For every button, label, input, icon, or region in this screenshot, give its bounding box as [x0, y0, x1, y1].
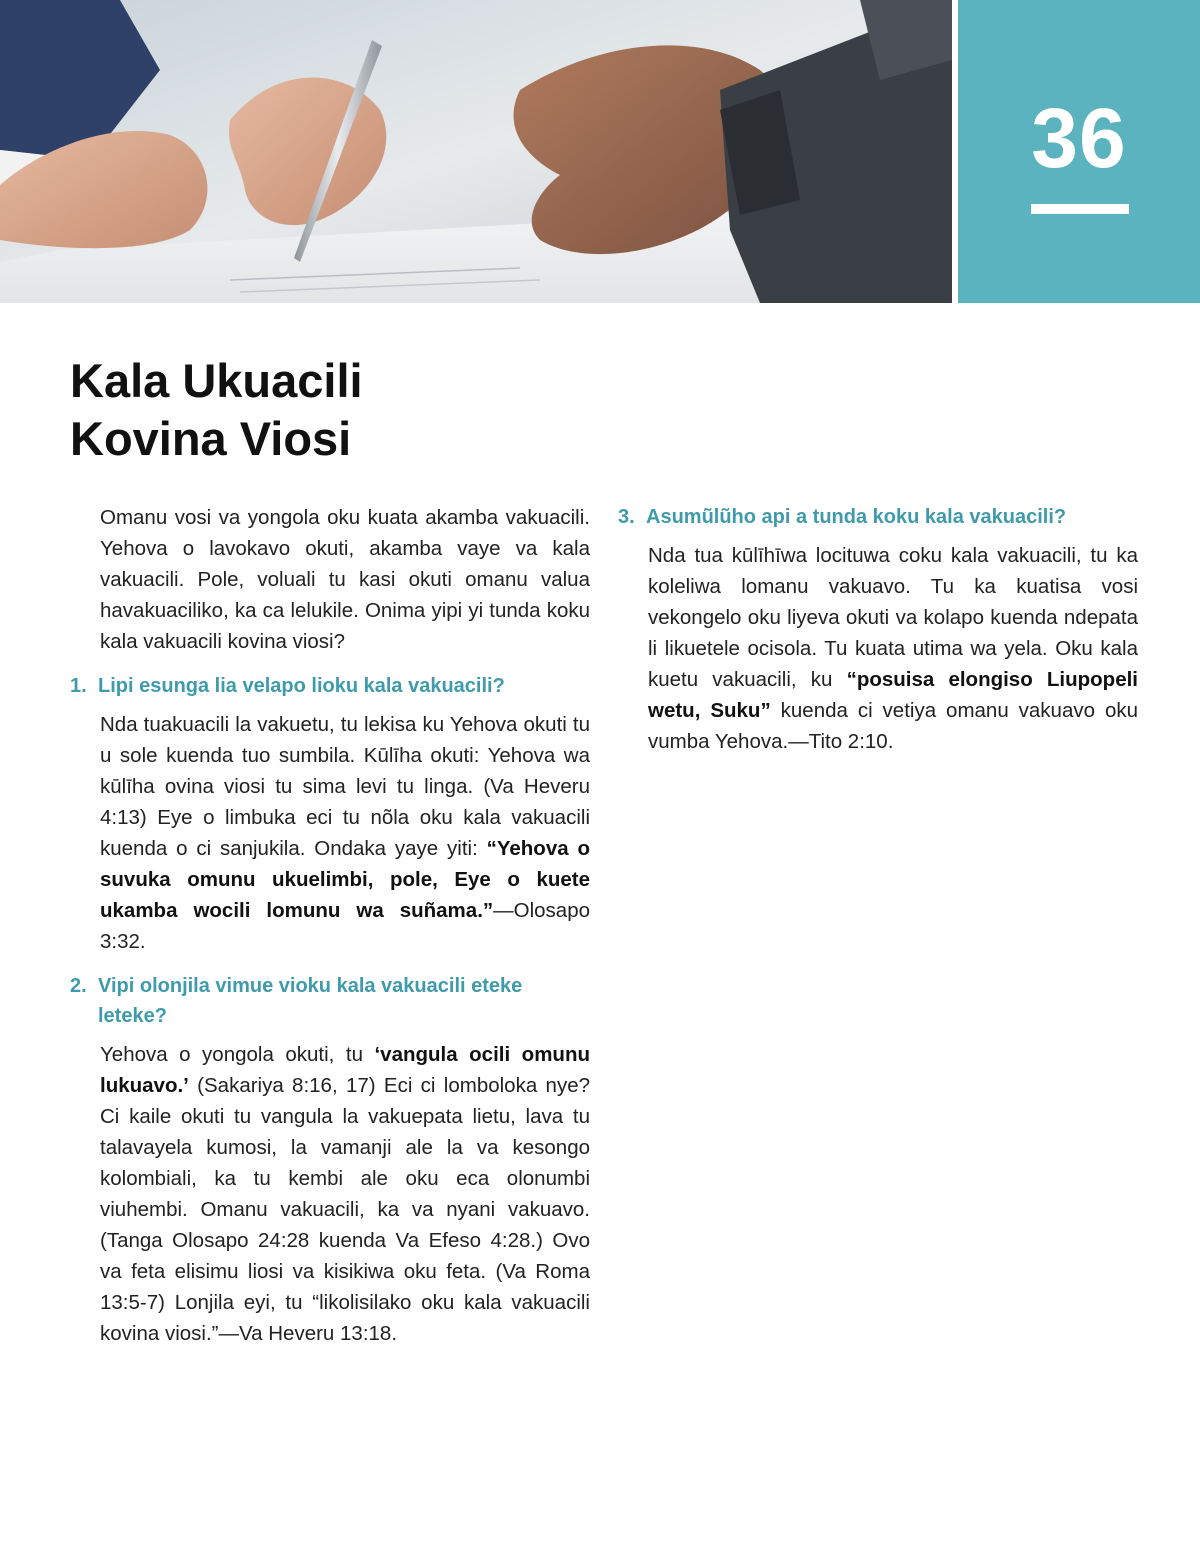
handshake-signing-illustration: [0, 0, 952, 303]
question-1-heading: [70, 671, 590, 701]
question-2-body: [100, 1039, 590, 1349]
question-3-body-a: Nda tua kūlīhīwa locituwa coku kala vakuacili, tu ka koleliwa lomanu vakuavo. Tu ka kuatisa vosi vekongelo oku liyeva okuti va kolapo kuenda ndepata li likuetele ocisola. Tu kuata utima wa yela. Oku kala kuetu vakuacili, ku: [648, 544, 1138, 691]
title-line-2: Kovina Viosi: [70, 412, 352, 465]
question-1-body-bold: “Yehova o suvuka omunu ukuelimbi, pole, Eye o kuete ukamba wocili lomunu wa suñama.”: [100, 837, 590, 922]
question-1-number: 1.: [70, 675, 87, 697]
title-line-1: Kala Ukuacili: [70, 354, 363, 407]
question-3-body-b: kuenda ci vetiya omanu vakuavo oku vumba Yehova.—Tito 2:10.: [648, 699, 1138, 753]
left-column: [70, 502, 590, 1363]
question-3-text: Asumũlũho api a tunda koku kala vakuacili?: [646, 506, 1067, 528]
question-1-body-b: —Olosapo 3:32.: [100, 899, 590, 953]
question-3-heading: [618, 502, 1138, 532]
lesson-number: 36: [1031, 91, 1127, 185]
question-2-body-a: Yehova o yongola okuti, tu: [100, 1043, 375, 1066]
question-2-number: 2.: [70, 975, 87, 997]
badge-underline: [1031, 204, 1129, 214]
header-photo: [0, 0, 952, 303]
intro-paragraph: Omanu vosi va yongola oku kuata akamba vakuacili. Yehova o lavokavo okuti, akamba vaye va kala vakuacili. Pole, voluali tu kasi okuti omanu valua havakuaciliko, ka ca lelukile. Onima yipi yi tunda koku kala vakuacili kovina viosi?: [100, 506, 590, 653]
page-title: [70, 352, 363, 468]
question-3-body: [648, 540, 1138, 757]
question-3-number: 3.: [618, 506, 635, 528]
question-1-body: [100, 709, 590, 957]
lesson-number-badge: [958, 0, 1200, 303]
question-2-text: Vipi olonjila vimue vioku kala vakuacili eteke leteke?: [98, 975, 523, 1027]
question-1-body-a: Nda tuakuacili la vakuetu, tu lekisa ku Yehova okuti tu u sole kuenda tuo sumbila. Kūlīha okuti: Yehova wa kūlīha ovina viosi tu sima levi tu linga. (Va Heveru 4:13) Eye o limbuka eci tu nõla oku kala vakuacili kuenda o ci sanjukila. Ondaka yaye yiti:: [100, 713, 590, 860]
question-2-body-b: (Sakariya 8:16, 17) Eci ci lomboloka nye? Ci kaile okuti tu vangula la vakuepata lietu, lava tu talavayela kumosi, la vamanji ale la va kesongo kolombiali, ka tu kembi ale oku eca olonumbi viuhembi. Omanu vakuacili, ka va nyani vakuavo. (Tanga Olosapo 24:28 kuenda Va Efeso 4:28.) Ovo va feta elisimu liosi va kisikiwa oku feta. (Va Roma 13:5-7) Lonjila eyi, tu “likolisilako oku kala vakuacili kovina viosi.”—Va Heveru 13:18.: [100, 1074, 590, 1345]
right-column: [618, 502, 1138, 771]
question-2-heading: [70, 971, 590, 1031]
question-2-body-bold: ‘vangula ocili omunu lukuavo.’: [100, 1043, 590, 1097]
question-1-text: Lipi esunga lia velapo lioku kala vakuacili?: [98, 675, 505, 697]
question-3-body-bold: “posuisa elongiso Liupopeli wetu, Suku”: [648, 668, 1138, 722]
